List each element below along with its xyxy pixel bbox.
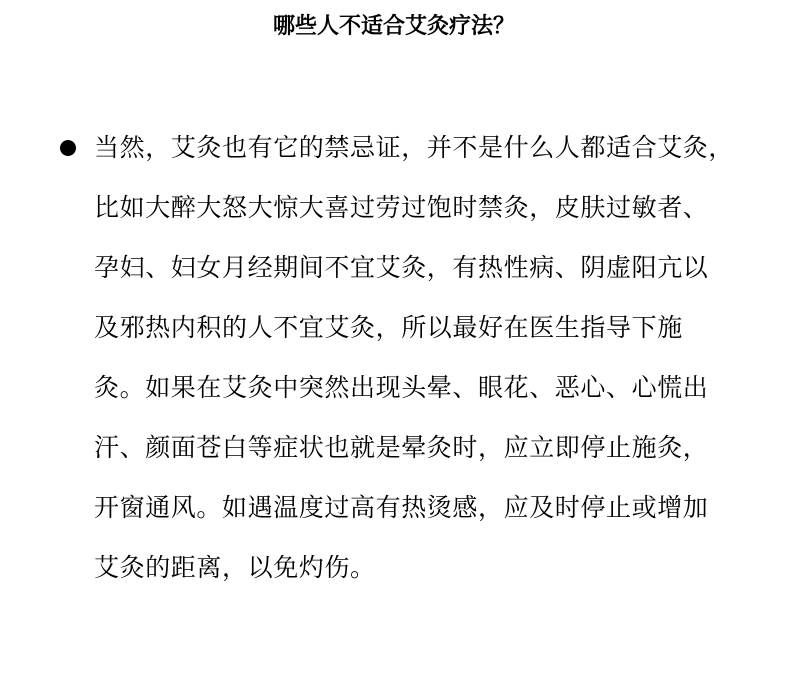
page-title: 哪些人不适合艾灸疗法？ [272, 13, 515, 39]
paragraph-line: 艾灸的距离，以免灼伤。 [94, 553, 376, 582]
paragraph-line: 开窗通风。如遇温度过高有热烫感，应及时停止或增加 [94, 493, 709, 522]
paragraph-line: 汗、颜面苍白等症状也就是晕灸时，应立即停止施灸， [94, 433, 709, 462]
paragraph-line: 当然，艾灸也有它的禁忌证，并不是什么人都适合艾灸， [94, 133, 735, 162]
paragraph-line: 孕妇、妇女月经期间不宜艾灸，有热性病、阴虚阳亢以 [94, 253, 709, 282]
paragraph-line: 及邪热内积的人不宜艾灸，所以最好在医生指导下施 [94, 313, 683, 342]
bullet-dot-icon [60, 140, 76, 156]
paragraph-line: 比如大醉大怒大惊大喜过劳过饱时禁灸，皮肤过敏者、 [94, 193, 709, 222]
paragraph-line: 灸。如果在艾灸中突然出现头晕、眼花、恶心、心慌出 [94, 373, 709, 402]
